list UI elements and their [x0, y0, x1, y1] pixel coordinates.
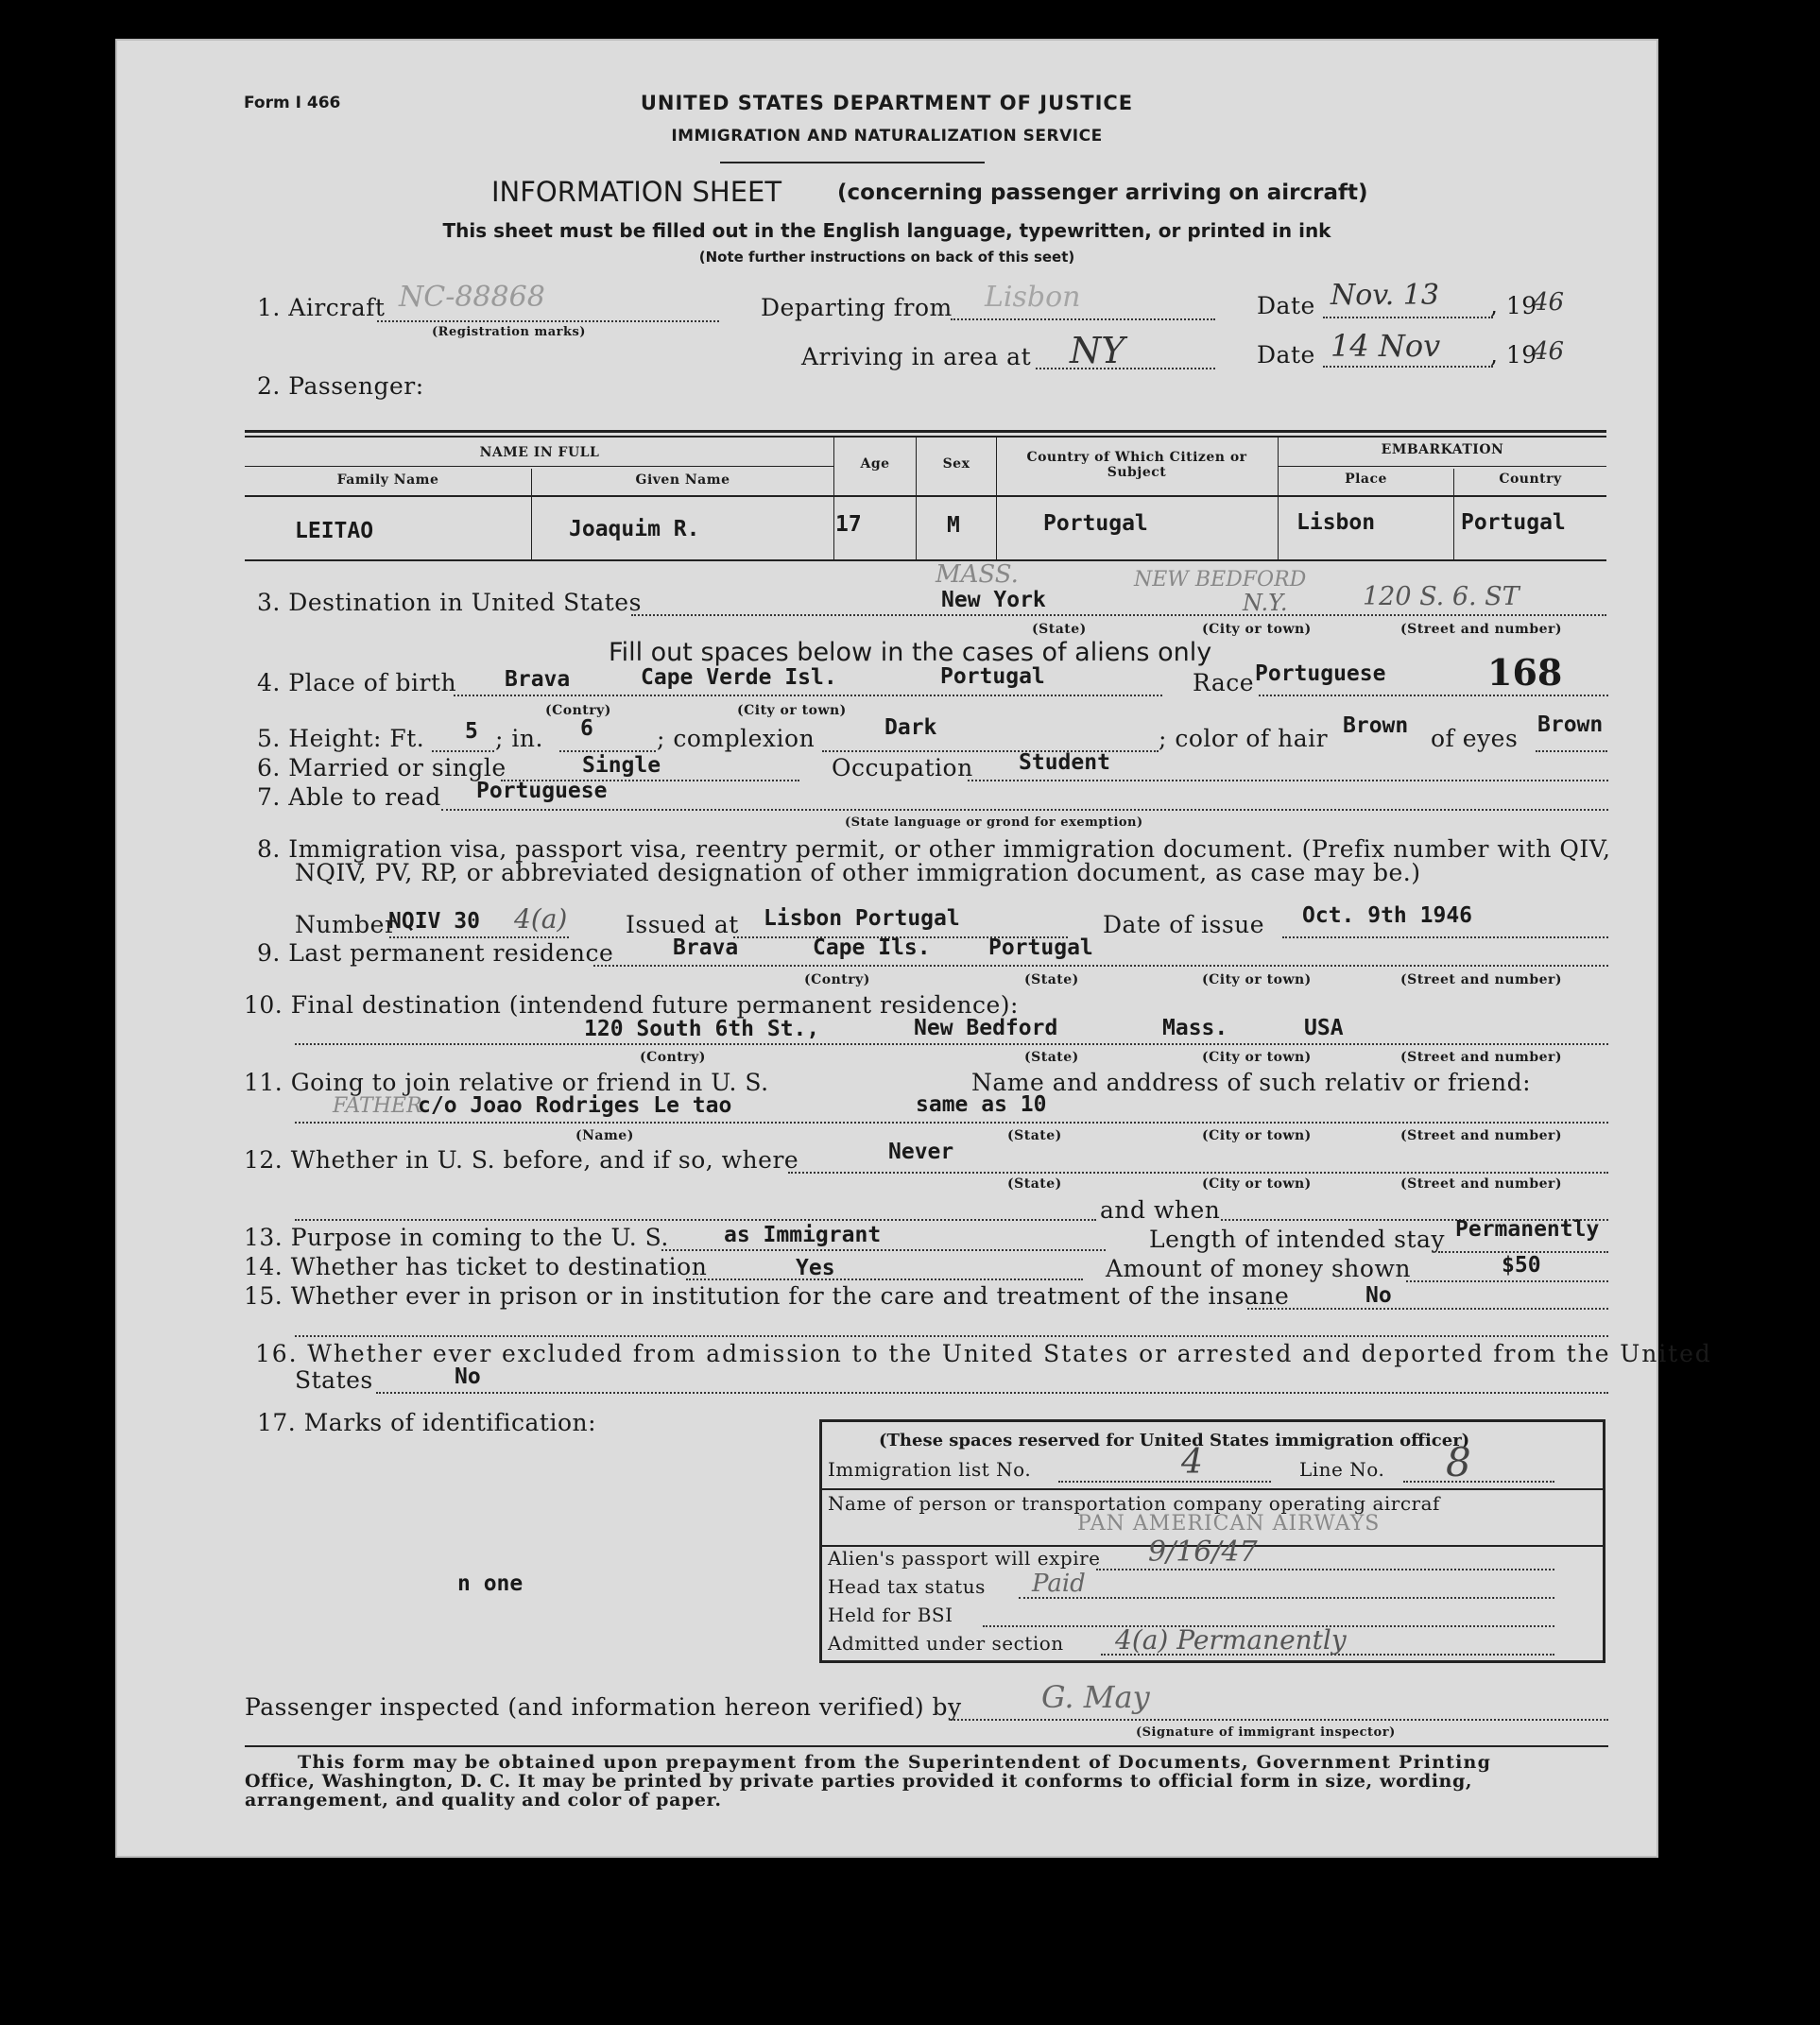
marks-label: 17. Marks of identification: — [257, 1409, 597, 1436]
tax-label: Head tax status — [828, 1575, 986, 1598]
inspected-line — [951, 1719, 1608, 1721]
residence-country-caption: (Contry) — [804, 972, 870, 987]
join-value-2: same as 10 — [916, 1092, 1047, 1117]
footer-rule — [245, 1745, 1608, 1747]
final-country: USA — [1304, 1016, 1344, 1040]
issued-label: Issued at — [626, 911, 739, 938]
join-name-label: Name and anddress of such relativ or friend: — [971, 1069, 1532, 1096]
reserved-heading: (These spaces reserved for United States immigration officer) — [879, 1431, 1470, 1450]
complexion-value: Dark — [884, 715, 937, 740]
final-city: New Bedford — [914, 1016, 1058, 1040]
height-label: 5. Height: Ft. — [257, 725, 425, 752]
residence-state-caption: (State) — [1024, 972, 1079, 987]
cell-emb-country: Portugal — [1461, 510, 1566, 535]
passport-value: 9/16/47 — [1148, 1536, 1258, 1569]
instruction-text: This sheet must be filled out in the English language, typewritten, or printed in ink — [442, 219, 1331, 242]
excluded-label-line-1: 16. Whether ever excluded from admission to the United States or arrested and deported from the United — [255, 1340, 1712, 1367]
excluded-line — [376, 1392, 1608, 1394]
stay-label: Length of intended stay — [1149, 1226, 1446, 1253]
final-state-caption: (State) — [1024, 1050, 1079, 1065]
header-family-name: Family Name — [336, 472, 439, 488]
join-relation-hand: FATHER — [333, 1094, 422, 1118]
passenger-label: 2. Passenger: — [257, 372, 424, 400]
header-sex: Sex — [942, 456, 970, 472]
date2-label: Date — [1257, 341, 1315, 369]
departing-value: Lisbon — [985, 281, 1081, 314]
birth-region: Portugal — [940, 664, 1045, 689]
complexion-label: ; complexion — [657, 725, 816, 752]
birth-city-caption: (City or town) — [737, 703, 847, 718]
eyes-value: Brown — [1537, 712, 1604, 737]
note-text: (Note further instructions on back of this seet) — [698, 249, 1075, 266]
cell-place: Lisbon — [1296, 510, 1376, 535]
destination-state-hand: MASS. — [936, 560, 1019, 589]
table-name-rule — [245, 466, 834, 467]
read-value: Portuguese — [476, 779, 608, 803]
destination-street-hand: 120 S. 6. ST — [1363, 582, 1520, 611]
service-title: IMMIGRATION AND NATURALIZATION SERVICE — [671, 127, 1103, 146]
join-name-caption: (Name) — [575, 1128, 634, 1143]
header-embarkation: EMBARKATION — [1381, 442, 1504, 457]
occupation-label: Occupation — [832, 754, 973, 781]
date1-line — [1323, 317, 1493, 318]
purpose-line — [661, 1249, 1106, 1251]
destination-state: New York — [941, 588, 1046, 612]
destination-line — [631, 614, 1606, 616]
ticket-label: 14. Whether has ticket to destination — [244, 1253, 708, 1280]
join-value: c/o Joao Rodriges Le tao — [418, 1093, 732, 1118]
visa-number-hand: 4(a) — [514, 903, 568, 935]
arriving-value: NY — [1070, 330, 1125, 371]
eyes-line — [1536, 750, 1607, 752]
table-header-rule — [245, 495, 1606, 497]
when-label: and when — [1100, 1196, 1221, 1224]
final-street-caption: (Street and number) — [1400, 1050, 1563, 1065]
before-line-2 — [295, 1219, 1096, 1221]
birth-country-caption: (Contry) — [545, 703, 611, 718]
stay-value: Permanently — [1455, 1217, 1600, 1242]
birth-city: Cape Verde Isl. — [641, 665, 837, 690]
table-bottom-rule — [245, 559, 1606, 561]
join-line — [295, 1122, 1608, 1124]
height-feet: 5 — [465, 719, 478, 744]
header-name-in-full: NAME IN FULL — [479, 445, 600, 460]
date1-value: Nov. 13 — [1331, 279, 1439, 312]
line-no-value: 8 — [1446, 1439, 1471, 1485]
page-subtitle: (concerning passenger arriving on aircraft) — [837, 180, 1368, 205]
footer-line-2: Office, Washington, D. C. It may be printed by private parties provided it conforms to official form in size, wording, — [245, 1771, 1473, 1792]
join-label: 11. Going to join relative or friend in U. S. — [244, 1069, 769, 1096]
year2-value: 46 — [1533, 337, 1565, 366]
arriving-label: Arriving in area at — [801, 343, 1032, 370]
year2-prefix: , 19 — [1490, 341, 1537, 369]
departing-label: Departing from — [761, 294, 953, 321]
date2-value: 14 Nov — [1331, 328, 1441, 364]
cell-given-name: Joaquim R. — [569, 517, 700, 541]
issue-date-label: Date of issue — [1103, 911, 1265, 938]
visa-label-line-2: NQIV, PV, RP, or abbreviated designation of other immigration document, as case may be.) — [295, 859, 1421, 886]
occupation-line — [968, 780, 1608, 781]
residence-label: 9. Last permanent residence — [257, 939, 614, 967]
race-line — [1259, 695, 1608, 696]
excluded-label-line-2: States — [295, 1366, 373, 1394]
money-value: $50 — [1502, 1253, 1541, 1278]
destination-street-caption: (Street and number) — [1400, 622, 1563, 637]
residence-city-caption: (City or town) — [1202, 972, 1312, 987]
before-city-caption: (City or town) — [1202, 1176, 1312, 1192]
year1-prefix: , 19 — [1490, 292, 1537, 319]
aircraft-value: NC-88868 — [399, 281, 545, 314]
height-inches: 6 — [580, 716, 593, 741]
hair-label: ; color of hair — [1159, 725, 1329, 752]
list-no-line — [1058, 1481, 1271, 1483]
cell-family-name: LEITAO — [295, 519, 374, 543]
birth-line — [454, 695, 1162, 696]
marks-value: n one — [457, 1571, 524, 1596]
cell-age: 17 — [835, 512, 862, 537]
join-city-caption: (City or town) — [1202, 1128, 1312, 1143]
prison-line-2 — [295, 1335, 1608, 1337]
destination-city-hand-2: N.Y. — [1243, 590, 1288, 616]
excluded-value: No — [455, 1364, 481, 1389]
race-value: Portuguese — [1255, 661, 1386, 686]
ticket-value: Yes — [796, 1256, 835, 1280]
destination-state-caption: (State) — [1032, 622, 1087, 637]
header-given-name: Given Name — [635, 472, 730, 488]
year1-value: 46 — [1533, 288, 1565, 317]
table-top-rule-2 — [245, 436, 1606, 438]
join-street-caption: (Street and number) — [1400, 1128, 1563, 1143]
information-sheet-form — [115, 39, 1712, 1858]
residence-street-caption: (Street and number) — [1400, 972, 1563, 987]
residence-line — [593, 965, 1608, 967]
race-label: Race — [1193, 669, 1255, 696]
visa-number-label: Number — [295, 911, 397, 938]
reserved-rule-1 — [822, 1488, 1603, 1490]
arriving-line — [1036, 368, 1215, 369]
ticket-line — [686, 1278, 1083, 1280]
page-title: INFORMATION SHEET — [491, 176, 782, 208]
read-label: 7. Able to read — [257, 783, 441, 811]
inches-line — [559, 750, 656, 752]
header-country-citizen: Country of Which Citizen or Subject — [1026, 450, 1247, 480]
table-emb-rule — [1278, 466, 1606, 467]
final-destination-label: 10. Final destination (intendend future permanent residence): — [244, 991, 1019, 1019]
company-label: Name of person or transportation company operating aircraf — [828, 1492, 1440, 1515]
visa-number-line — [389, 936, 569, 938]
aircraft-line — [377, 320, 719, 322]
birth-country: Brava — [505, 667, 571, 692]
footer-line-3: arrangement, and quality and color of paper. — [245, 1790, 722, 1810]
money-label: Amount of money shown — [1106, 1255, 1411, 1282]
admitted-label: Admitted under section — [828, 1632, 1064, 1655]
join-state-caption: (State) — [1007, 1128, 1062, 1143]
form-number: Form I 466 — [244, 94, 341, 112]
purpose-label: 13. Purpose in coming to the U. S. — [244, 1224, 669, 1251]
residence-city: Cape Ils. — [813, 935, 931, 960]
inspector-signature: G. May — [1041, 1679, 1150, 1715]
registration-caption: (Registration marks) — [432, 325, 586, 339]
before-street-caption: (Street and number) — [1400, 1176, 1563, 1192]
stamp-number: 168 — [1487, 651, 1563, 694]
birth-label: 4. Place of birth — [257, 669, 457, 696]
read-line — [441, 809, 1608, 811]
officer-reserved-box — [819, 1419, 1605, 1663]
line-no-label: Line No. — [1299, 1458, 1385, 1481]
header-age: Age — [860, 456, 890, 472]
date1-label: Date — [1257, 292, 1315, 319]
inspected-caption: (Signature of immigrant inspector) — [1136, 1725, 1396, 1740]
inspected-label: Passenger inspected (and information hereon verified) by — [245, 1693, 962, 1721]
before-state-caption: (State) — [1007, 1176, 1062, 1192]
department-title: UNITED STATES DEPARTMENT OF JUSTICE — [640, 92, 1134, 114]
residence-region: Portugal — [988, 935, 1093, 960]
line-no-line — [1403, 1481, 1554, 1483]
date2-line — [1323, 366, 1493, 368]
visa-label-line-1: 8. Immigration visa, passport visa, reentry permit, or other immigration document. (Prefix number with QIV, — [257, 835, 1611, 863]
cell-country: Portugal — [1043, 511, 1148, 536]
table-divider-4 — [996, 438, 997, 559]
list-no-label: Immigration list No. — [828, 1458, 1032, 1481]
final-destination-line — [295, 1043, 1608, 1045]
eyes-label: of eyes — [1431, 725, 1519, 752]
header-rule — [720, 162, 985, 163]
issue-date-line — [1282, 936, 1608, 938]
money-line — [1406, 1280, 1608, 1282]
issued-value: Lisbon Portugal — [764, 906, 960, 931]
passport-line — [1096, 1569, 1554, 1570]
list-no-value: 4 — [1181, 1443, 1203, 1482]
read-caption: (State language or grond for exemption) — [845, 815, 1143, 830]
occupation-value: Student — [1019, 750, 1110, 775]
prison-line — [1247, 1308, 1608, 1310]
bsi-label: Held for BSI — [828, 1604, 953, 1626]
marital-value: Single — [582, 753, 661, 778]
company-value: PAN AMERICAN AIRWAYS — [1077, 1512, 1381, 1536]
prison-value: No — [1365, 1283, 1392, 1308]
aliens-note: Fill out spaces below in the cases of aliens only — [609, 638, 1212, 667]
table-top-rule — [245, 430, 1606, 433]
footer-line-1: This form may be obtained upon prepayment from the Superintendent of Documents, Government Printing — [298, 1752, 1492, 1773]
marital-label: 6. Married or single — [257, 754, 507, 781]
hair-value: Brown — [1343, 713, 1409, 738]
final-city-caption: (City or town) — [1202, 1050, 1312, 1065]
cell-sex: M — [947, 513, 960, 538]
prison-label: 15. Whether ever in prison or in institution for the care and treatment of the insane — [244, 1282, 1290, 1310]
destination-city-caption: (City or town) — [1202, 622, 1312, 637]
purpose-value: as Immigrant — [724, 1223, 882, 1247]
passport-label: Alien's passport will expire — [828, 1547, 1101, 1570]
aircraft-label: 1. Aircraft — [257, 294, 386, 321]
admitted-value: 4(a) Permanently — [1115, 1624, 1347, 1656]
before-label: 12. Whether in U. S. before, and if so, where — [244, 1146, 799, 1174]
tax-value: Paid — [1032, 1570, 1086, 1598]
final-state: Mass. — [1162, 1016, 1228, 1040]
final-country-caption: (Contry) — [640, 1050, 706, 1065]
inches-label: ; in. — [495, 725, 543, 752]
destination-label: 3. Destination in United States — [257, 589, 642, 616]
feet-line — [432, 750, 494, 752]
issue-date-value: Oct. 9th 1946 — [1302, 903, 1473, 928]
destination-city-hand: NEW BEDFORD — [1134, 568, 1307, 592]
header-emb-country: Country — [1499, 472, 1562, 487]
final-street: 120 South 6th St., — [584, 1017, 820, 1041]
header-place: Place — [1345, 472, 1387, 487]
departing-line — [951, 318, 1215, 320]
residence-country: Brava — [673, 935, 739, 960]
tax-line — [1019, 1597, 1554, 1599]
before-line — [788, 1172, 1608, 1174]
before-value: Never — [888, 1140, 954, 1164]
visa-number: NQIV 30 — [388, 909, 480, 934]
